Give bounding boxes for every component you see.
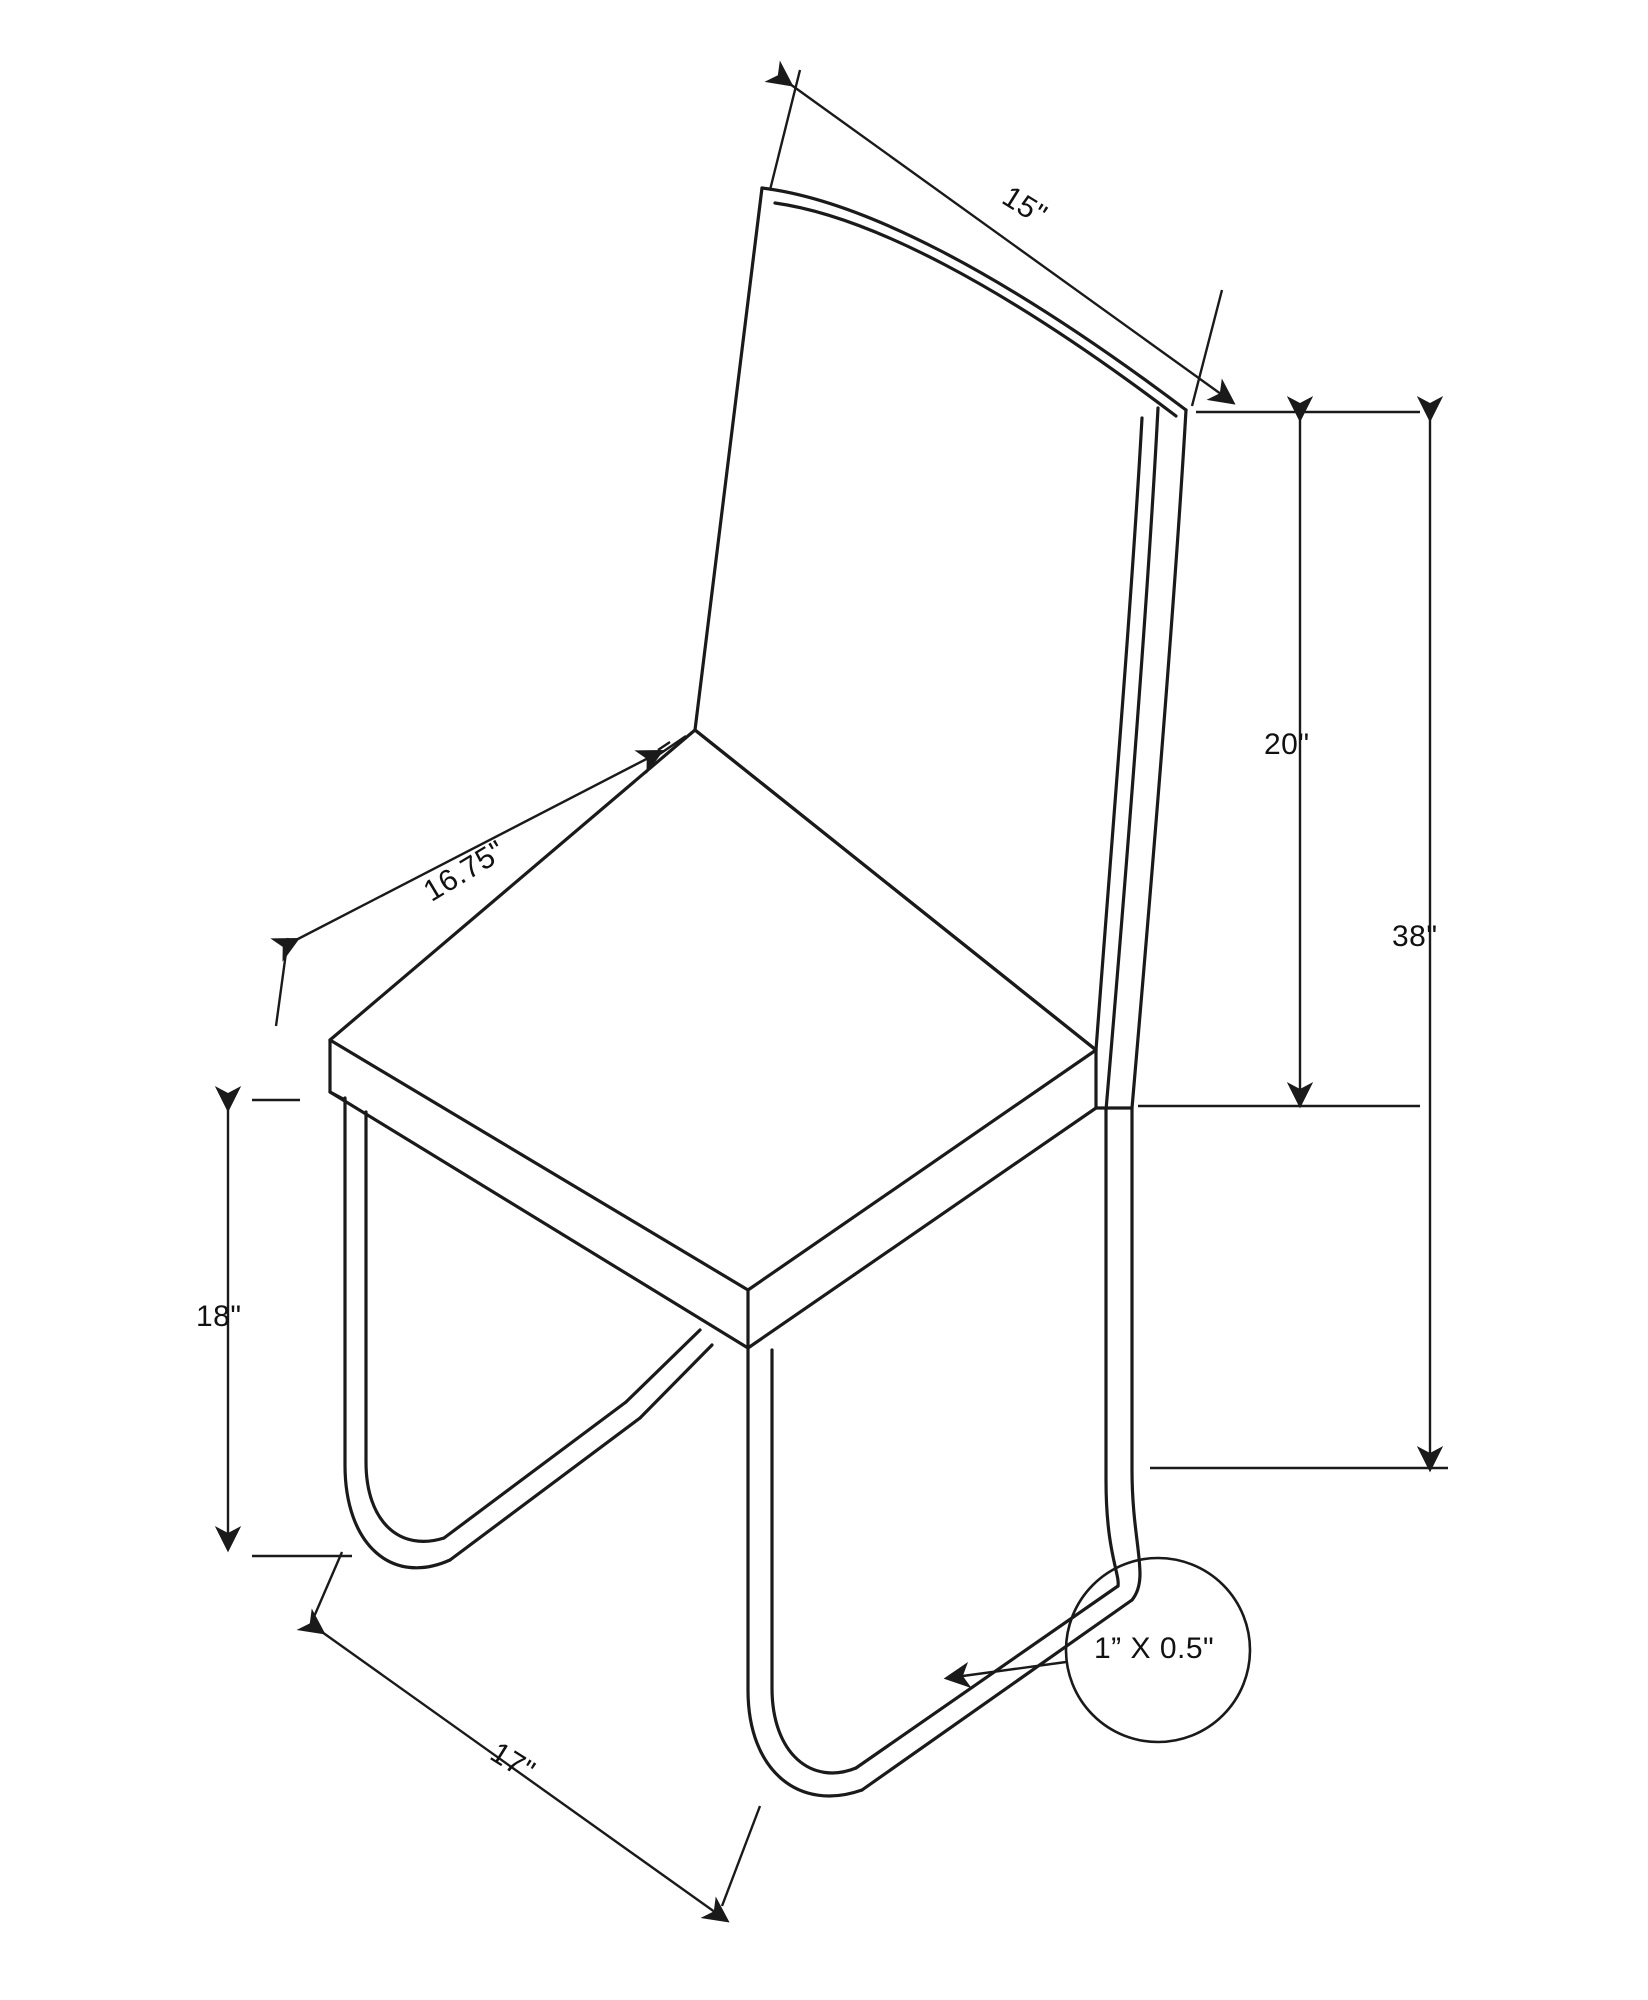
ext-seat-depth-a <box>648 736 686 762</box>
front-runner-bottom <box>856 1586 1118 1768</box>
seat-apron-fold-a <box>330 1092 345 1100</box>
left-leg-inner-front <box>366 1112 444 1541</box>
backrest-top-inner <box>775 203 1176 416</box>
front-leg-inner <box>772 1350 856 1773</box>
ext-back-width-right <box>1192 290 1222 406</box>
backrest-right-outer <box>1132 410 1186 1108</box>
front-leg-outer <box>748 1348 862 1796</box>
chair-body <box>330 188 1250 1796</box>
dim-line-back-width <box>790 84 1232 402</box>
ext-back-width-left <box>770 70 800 190</box>
dim-label-back-height: 20" <box>1264 728 1310 761</box>
dimension-lines <box>228 70 1448 1920</box>
dim-label-seat-width: 17" <box>484 1736 541 1789</box>
dim-label-seat-height: 18" <box>196 1300 242 1333</box>
ext-seat-width-a <box>310 1552 342 1626</box>
left-leg-runner-bottom <box>444 1402 626 1538</box>
rear-right-leg-inner <box>1106 1110 1118 1586</box>
seat-apron-right <box>748 1050 1096 1348</box>
ext-seat-width-b <box>722 1806 760 1906</box>
left-leg-brace-outer <box>640 1345 712 1418</box>
dim-label-back-width: 15" <box>996 180 1053 233</box>
dim-label-seat-depth: 16.75" <box>418 834 512 909</box>
backrest-left-edge <box>695 188 762 730</box>
seat-apron-front-left <box>330 1040 748 1348</box>
left-leg-runner-top <box>450 1418 640 1560</box>
front-runner-top <box>862 1600 1132 1790</box>
left-leg-brace-inner <box>626 1330 700 1402</box>
backrest-right-inner <box>1106 408 1158 1110</box>
ext-seat-depth-b <box>276 938 288 1026</box>
rear-right-leg-outer <box>1132 1108 1140 1600</box>
seat-top-surface <box>330 730 1096 1290</box>
left-leg-outer-front <box>345 1098 450 1568</box>
dim-label-tube-profile: 1” X 0.5" <box>1094 1632 1215 1665</box>
dim-label-overall-height: 38" <box>1392 920 1438 953</box>
